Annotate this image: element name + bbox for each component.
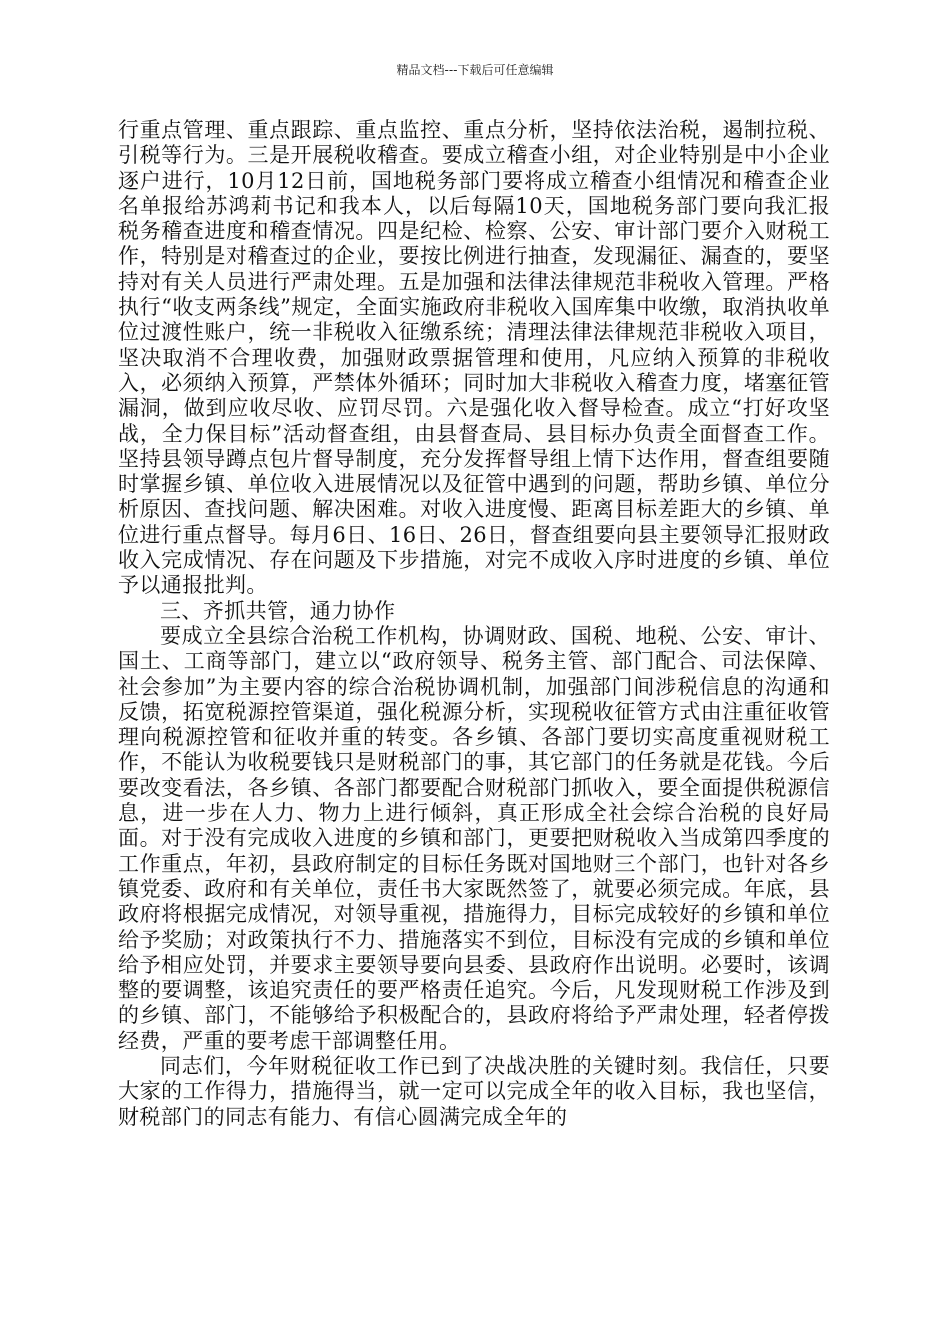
page-header: 精品文档---下载后可任意编辑 (396, 63, 554, 77)
paragraph-closing: 同志们，今年财税征收工作已到了决战决胜的关键时刻。我信任，只要大家的工作得力，措施得当，就一定可以完成全年的收入目标，我也坚信，财税部门的同志有能力、有信心圆满完成全年的 (118, 1053, 830, 1129)
paragraph-continuation: 行重点管理、重点跟踪、重点监控、重点分析，坚持依法治税，遏制拉税、引税等行为。三是开展税收稽查。要成立稽查小组，对企业特别是中小企业逐户进行，10月12日前，国地税务部门要将成立稽查小组情况和稽查企业名单报给苏鸿莉书记和我本人，以后每隔10天，国地税务部门要向我汇报税务稽查进度和稽查情况。四是纪检、检察、公安、审计部门要介入财税工作，特别是对稽查过的企业，要按比例进行抽查，发现漏征、漏查的，要坚持对有关人员进行严肃处理。五是加强和法律法律规范非税收入管理。严格执行“收支两条线”规定，全面实施政府非税收入国库集中收缴，取消执收单位过渡性账户，统一非税收入征缴系统；清理法律法律规范非税收入项目，坚决取消不合理收费，加强财政票据管理和使用，凡应纳入预算的非税收入，必须纳入预算，严禁体外循环；同时加大非税收入稽查力度，堵塞征管漏洞，做到应收尽收、应罚尽罚。六是强化收入督导检查。成立“打好攻坚战，全力保目标”活动督查组，由县督查局、县目标办负责全面督查工作。坚持县领导蹲点包片督导制度，充分发挥督导组上情下达作用，督查组要随时掌握乡镇、单位收入进展情况以及征管中遇到的问题，帮助乡镇、单位分析原因、查找问题、解决困难。对收入进度慢、距离目标差距大的乡镇、单位进行重点督导。每月6日、16日、26日，督查组要向县主要领导汇报财政收入完成情况、存在问题及下步措施，对完不成收入序时进度的乡镇、单位予以通报批判。 (118, 118, 830, 598)
paragraph-coordination: 要成立全县综合治税工作机构，协调财政、国税、地税、公安、审计、国土、工商等部门，建立以“政府领导、税务主管、部门配合、司法保障、社会参加”为主要内容的综合治税协调机制，加强部门间涉税信息的沟通和反馈，拓宽税源控管渠道，强化税源分析，实现税收征管方式由注重征收管理向税源控管和征收并重的转变。各乡镇、各部门要切实高度重视财税工作，不能认为收税要钱只是财税部门的事，其它部门的任务就是花钱。今后要改变看法，各乡镇、各部门都要配合财税部门抓收入，要全面提供税源信息，进一步在人力、物力上进行倾斜，真正形成全社会综合治税的良好局面。对于没有完成收入进度的乡镇和部门，更要把财税收入当成第四季度的工作重点，年初，县政府制定的目标任务既对国地财三个部门，也针对各乡镇党委、政府和有关单位，责任书大家既然签了，就要必须完成。年底，县政府将根据完成情况，对领导重视，措施得力，目标完成较好的乡镇和单位给予奖励；对政策执行不力、措施落实不到位，目标没有完成的乡镇和单位给予相应处罚，并要求主要领导要向县委、县政府作出说明。必要时，该调整的要调整，该追究责任的要严格责任追究。今后，凡发现财税工作涉及到的乡镇、部门，不能够给予积极配合的，县政府将给予严肃处理，轻者停拨经费，严重的要考虑干部调整任用。 (118, 623, 830, 1053)
document-body (118, 118, 830, 1130)
section-heading: 三、齐抓共管，通力协作 (160, 598, 396, 623)
